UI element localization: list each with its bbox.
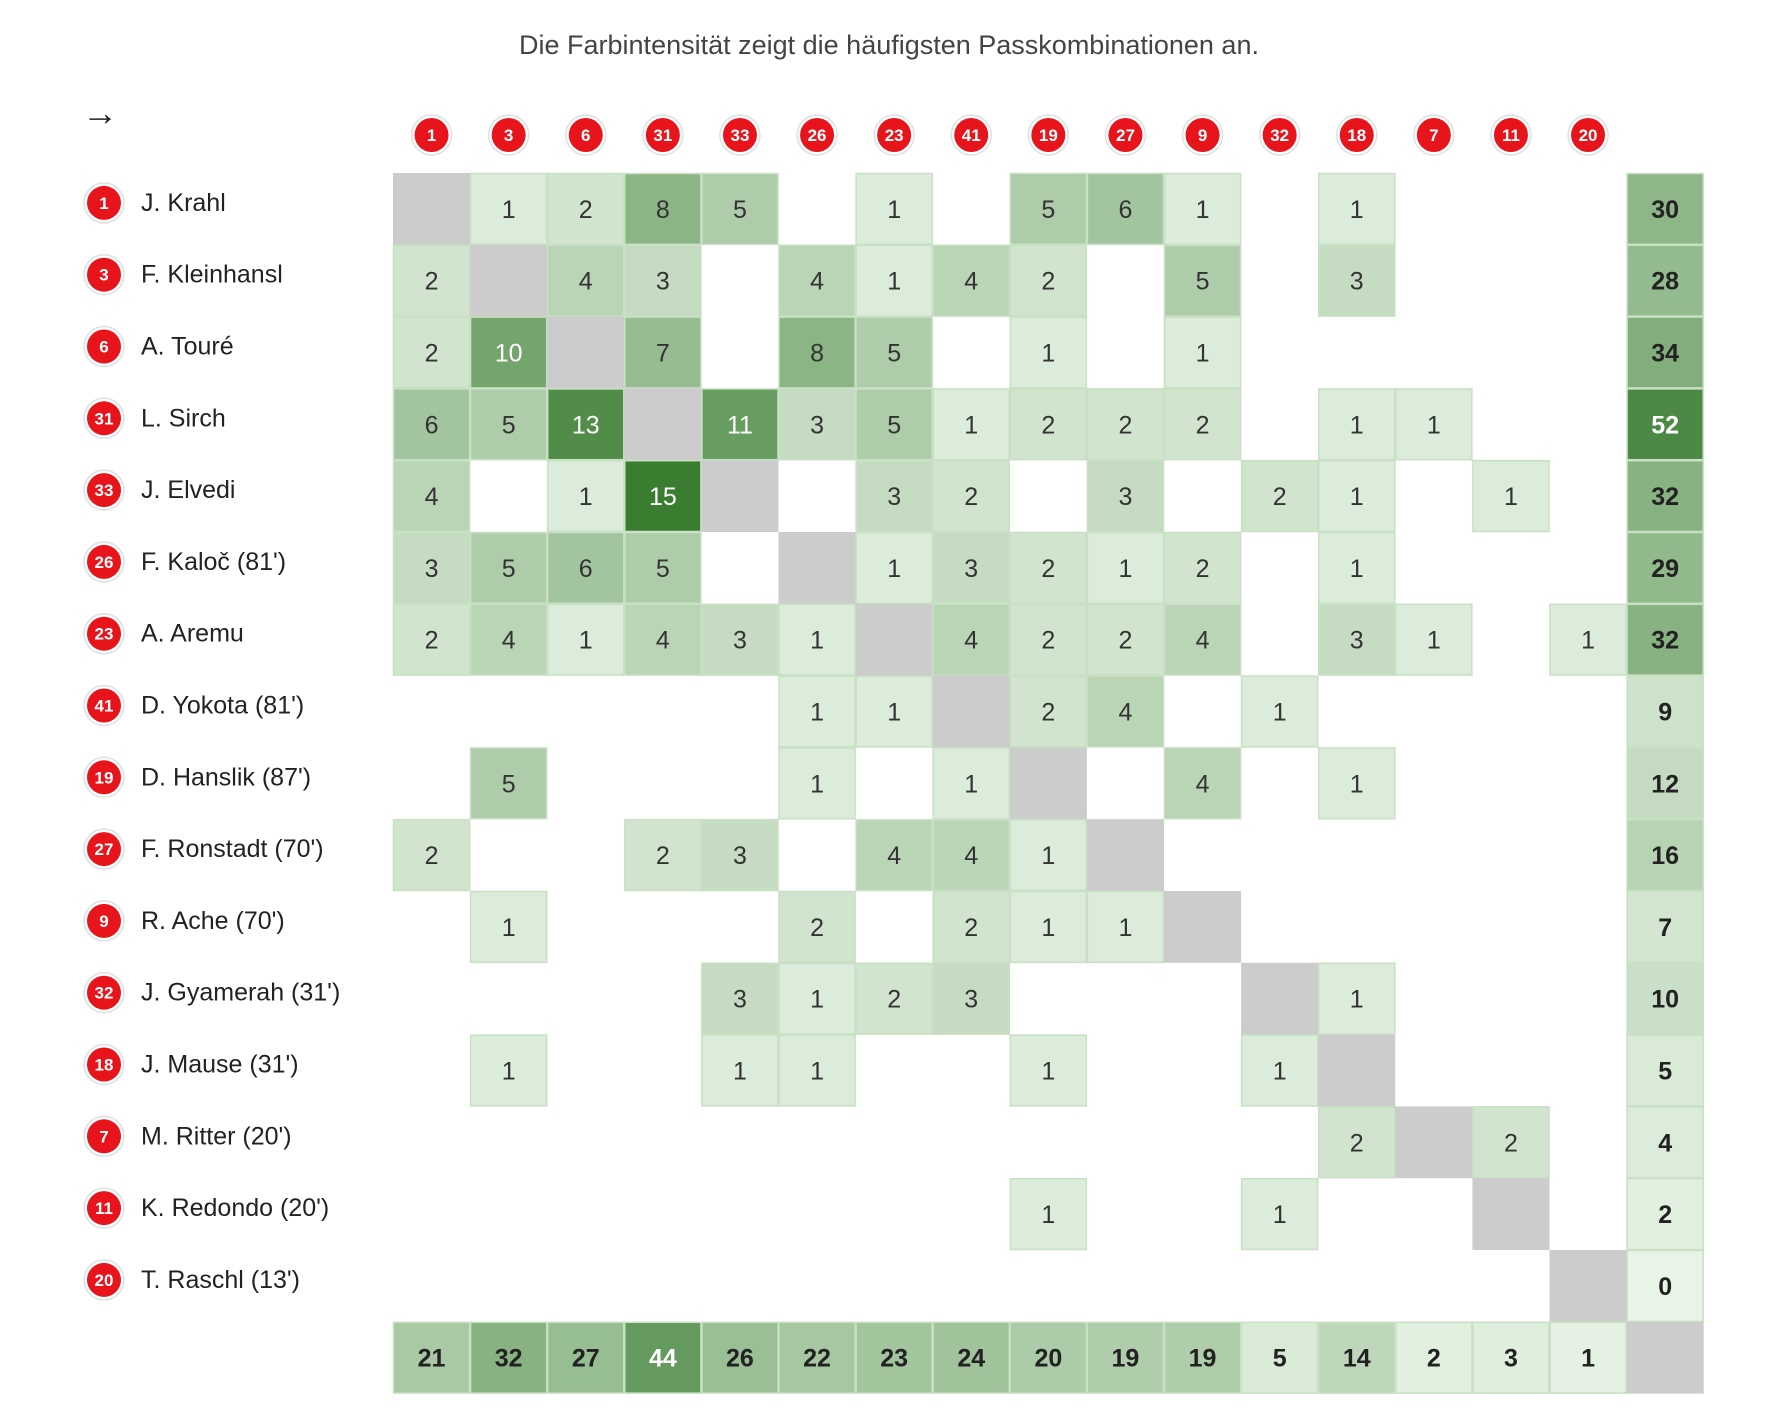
cell-value: 5	[887, 411, 902, 440]
cell-value: 1	[810, 770, 825, 799]
cell-value: 2	[578, 195, 593, 224]
row-badge-33-label: 33	[94, 481, 114, 501]
row-total-value: 10	[1651, 985, 1680, 1014]
row-total-value: 32	[1651, 483, 1680, 512]
cell-value: 2	[964, 483, 979, 512]
column-badge-20-label: 20	[1578, 126, 1598, 145]
cell-value: 4	[964, 267, 979, 296]
row-player-name: J. Elvedi	[141, 476, 236, 505]
cell-value: 1	[810, 698, 825, 727]
diagonal-cell	[547, 317, 624, 389]
column-badge-7-label: 7	[1429, 126, 1439, 145]
cell-value: 1	[1272, 698, 1287, 727]
column-badge-33-label: 33	[730, 126, 750, 145]
cell-value: 2	[1195, 411, 1210, 440]
row-total-value: 4	[1658, 1129, 1673, 1158]
row-badge-18-label: 18	[94, 1055, 114, 1075]
cell-value: 1	[964, 411, 979, 440]
row-total-value: 7	[1658, 913, 1673, 942]
cell-value: 2	[1195, 554, 1210, 583]
row-total-value: 0	[1658, 1272, 1673, 1301]
cell-value: 1	[1349, 411, 1364, 440]
cell-value: 3	[732, 985, 747, 1014]
column-total-value: 32	[494, 1344, 523, 1373]
column-total-value: 27	[571, 1344, 600, 1373]
diagonal-cell	[1241, 963, 1318, 1035]
cell-value: 8	[655, 195, 670, 224]
cell-value: 5	[655, 554, 670, 583]
cell-value: 1	[1041, 1201, 1056, 1230]
row-badge-11-label: 11	[95, 1199, 113, 1219]
cell-value: 1	[1118, 554, 1133, 583]
row-total-value: 52	[1651, 411, 1680, 440]
cell-value: 3	[964, 554, 979, 583]
cell-value: 1	[1349, 770, 1364, 799]
diagonal-cell	[1472, 1178, 1549, 1250]
cell-value: 2	[1041, 554, 1056, 583]
row-player-name: F. Kleinhansl	[141, 260, 283, 289]
cell-value: 1	[1426, 626, 1441, 655]
cell-value: 7	[655, 339, 670, 368]
cell-value: 2	[424, 842, 439, 871]
cell-value: 1	[578, 483, 593, 512]
chart-subtitle: Die Farbintensität zeigt die häufigsten Passkombinationen an.	[519, 30, 1259, 60]
cell-value: 6	[424, 411, 439, 440]
row-badge-27-label: 27	[94, 840, 114, 860]
diagonal-cell	[701, 460, 778, 532]
cell-value: 4	[810, 267, 825, 296]
cell-value: 5	[501, 770, 516, 799]
diagonal-cell	[1395, 1106, 1472, 1178]
row-player-name: J. Gyamerah (31')	[141, 978, 341, 1007]
column-badge-18-label: 18	[1347, 126, 1367, 145]
column-total-value: 5	[1272, 1344, 1287, 1373]
cell-value: 2	[424, 626, 439, 655]
column-badge-23-label: 23	[884, 126, 904, 145]
row-badge-41-label: 41	[94, 696, 114, 716]
column-badge-1-label: 1	[426, 126, 437, 145]
cell-value: 4	[887, 842, 902, 871]
cell-value: 4	[578, 267, 593, 296]
cell-value: 1	[1349, 554, 1364, 583]
column-total-value: 22	[803, 1344, 831, 1373]
column-badge-19-label: 19	[1038, 126, 1058, 145]
cell-value: 1	[1426, 411, 1441, 440]
cell-value: 2	[810, 913, 825, 942]
diagonal-cell	[779, 532, 856, 604]
cell-value: 4	[964, 626, 979, 655]
cell-value: 1	[1041, 913, 1056, 942]
cell-value: 1	[887, 698, 902, 727]
diagonal-cell	[1087, 819, 1164, 891]
diagonal-cell	[470, 245, 547, 317]
column-badge-6-label: 6	[581, 126, 591, 145]
cell-value: 1	[1272, 1201, 1287, 1230]
row-player-name: J. Mause (31')	[141, 1050, 299, 1079]
row-total-value: 28	[1651, 267, 1680, 296]
cell-value: 2	[1503, 1129, 1518, 1158]
row-badge-20-label: 20	[94, 1270, 114, 1290]
row-player-name: K. Redondo (20')	[141, 1194, 330, 1223]
column-badge-26-label: 26	[807, 126, 827, 145]
cell-value: 8	[810, 339, 825, 368]
cell-value: 2	[887, 985, 902, 1014]
cell-value: 10	[494, 339, 523, 368]
diagonal-cell	[393, 173, 470, 245]
column-badge-3-label: 3	[503, 126, 514, 145]
row-badge-32-label: 32	[94, 983, 114, 1003]
cell-value: 5	[732, 195, 747, 224]
row-badge-1-label: 1	[99, 193, 109, 213]
cell-value: 1	[501, 195, 516, 224]
cell-value: 3	[964, 985, 979, 1014]
column-total-value: 20	[1034, 1344, 1063, 1373]
cell-value: 2	[1272, 483, 1287, 512]
column-badge-9-label: 9	[1197, 126, 1208, 145]
column-badge-31-label: 31	[653, 126, 673, 145]
cell-value: 2	[655, 842, 670, 871]
cell-value: 2	[1041, 698, 1056, 727]
cell-value: 13	[571, 411, 600, 440]
cell-value: 3	[424, 554, 439, 583]
cell-value: 1	[1349, 195, 1364, 224]
cell-value: 3	[1349, 267, 1364, 296]
row-badge-7-label: 7	[99, 1127, 109, 1147]
cell-value: 15	[648, 483, 677, 512]
column-badge-41-label: 41	[961, 126, 981, 145]
cell-value: 1	[1195, 195, 1210, 224]
cell-value: 4	[964, 842, 979, 871]
cell-value: 1	[1041, 842, 1056, 871]
row-player-name: L. Sirch	[141, 404, 226, 433]
cell-value: 5	[887, 339, 902, 368]
cell-value: 4	[1118, 698, 1133, 727]
row-total-value: 5	[1658, 1057, 1673, 1086]
row-total-value: 32	[1651, 626, 1680, 655]
row-player-name: D. Hanslik (87')	[141, 763, 312, 792]
diagonal-cell	[933, 676, 1010, 748]
cell-value: 1	[887, 267, 902, 296]
diagonal-cell	[1164, 891, 1241, 963]
cell-value: 2	[1349, 1129, 1364, 1158]
cell-value: 1	[501, 1057, 516, 1086]
cell-value: 1	[1041, 1057, 1056, 1086]
cell-value: 3	[732, 842, 747, 871]
row-badge-31-label: 31	[94, 409, 114, 429]
cell-value: 3	[887, 483, 902, 512]
cell-value: 1	[1581, 626, 1596, 655]
diagonal-cell	[624, 388, 701, 460]
column-badge-11-label: 11	[1501, 126, 1520, 145]
row-player-name: R. Ache (70')	[141, 906, 285, 935]
row-player-name: M. Ritter (20')	[141, 1122, 292, 1151]
row-badge-23-label: 23	[94, 624, 114, 644]
cell-value: 2	[424, 267, 439, 296]
column-total-value: 14	[1342, 1344, 1371, 1373]
cell-value: 2	[1041, 411, 1056, 440]
row-total-value: 34	[1651, 339, 1680, 368]
row-total-value: 16	[1651, 842, 1680, 871]
cell-value: 1	[1349, 985, 1364, 1014]
row-player-name: D. Yokota (81')	[141, 691, 305, 720]
column-total-value: 2	[1426, 1344, 1441, 1373]
cell-value: 5	[501, 411, 516, 440]
corner-cell	[1627, 1322, 1704, 1394]
cell-value: 1	[1195, 339, 1210, 368]
cell-value: 3	[732, 626, 747, 655]
column-total-value: 19	[1188, 1344, 1217, 1373]
diagonal-cell	[1550, 1250, 1627, 1322]
cell-value: 2	[1041, 267, 1056, 296]
cell-value: 6	[578, 554, 593, 583]
row-player-name: F. Ronstadt (70')	[141, 835, 324, 864]
cell-value: 1	[501, 913, 516, 942]
diagonal-cell	[1318, 1035, 1395, 1107]
row-total-value: 9	[1658, 698, 1673, 727]
cell-value: 4	[655, 626, 670, 655]
row-total-value: 12	[1651, 770, 1680, 799]
cell-value: 4	[1195, 770, 1210, 799]
row-badge-26-label: 26	[94, 552, 114, 572]
column-total-value: 1	[1581, 1344, 1596, 1373]
column-badge-27-label: 27	[1115, 126, 1135, 145]
cell-value: 1	[887, 554, 902, 583]
cell-value: 3	[1349, 626, 1364, 655]
row-player-name: F. Kaloč (81')	[141, 547, 287, 576]
column-total-value: 24	[957, 1344, 986, 1373]
cell-value: 2	[1041, 626, 1056, 655]
column-total-value: 44	[648, 1344, 677, 1373]
diagonal-cell	[1010, 747, 1087, 819]
cell-value: 1	[1503, 483, 1518, 512]
column-total-value: 23	[880, 1344, 909, 1373]
direction-arrow-icon: →	[82, 92, 118, 133]
row-player-name: A. Touré	[141, 332, 234, 361]
row-player-name: T. Raschl (13')	[141, 1265, 300, 1294]
cell-value: 5	[1041, 195, 1056, 224]
cell-value: 1	[887, 195, 902, 224]
cell-value: 1	[578, 626, 593, 655]
cell-value: 1	[732, 1057, 747, 1086]
cell-value: 3	[1118, 483, 1133, 512]
row-badge-9-label: 9	[99, 911, 109, 931]
cell-value: 4	[1195, 626, 1210, 655]
cell-value: 4	[501, 626, 516, 655]
cell-value: 11	[726, 411, 753, 440]
cell-value: 2	[1118, 626, 1133, 655]
cell-value: 3	[655, 267, 670, 296]
row-badge-19-label: 19	[94, 768, 114, 788]
cell-value: 5	[1195, 267, 1210, 296]
column-total-value: 26	[726, 1344, 754, 1373]
cell-value: 1	[810, 626, 825, 655]
row-total-value: 29	[1651, 554, 1680, 583]
row-total-value: 30	[1651, 195, 1680, 224]
row-player-name: J. Krahl	[141, 188, 226, 217]
cell-value: 6	[1118, 195, 1133, 224]
column-total-value: 19	[1111, 1344, 1140, 1373]
cell-value: 1	[964, 770, 979, 799]
cell-value: 1	[1041, 339, 1056, 368]
cell-value: 2	[424, 339, 439, 368]
diagonal-cell	[856, 604, 933, 676]
cell-value: 1	[1272, 1057, 1287, 1086]
row-player-name: A. Aremu	[141, 619, 244, 648]
cell-value: 2	[964, 913, 979, 942]
cell-value: 1	[1349, 483, 1364, 512]
column-total-value: 21	[417, 1344, 446, 1373]
column-badge-32-label: 32	[1270, 126, 1290, 145]
cell-value: 4	[424, 483, 439, 512]
cell-value: 2	[1118, 411, 1133, 440]
cell-value: 1	[1118, 913, 1133, 942]
cell-value: 1	[810, 1057, 825, 1086]
cell-value: 3	[810, 411, 825, 440]
row-badge-6-label: 6	[99, 337, 109, 357]
row-total-value: 2	[1658, 1201, 1673, 1230]
column-total-value: 3	[1503, 1344, 1518, 1373]
cell-value: 5	[501, 554, 516, 583]
row-badge-3-label: 3	[99, 265, 109, 285]
cell-value: 1	[810, 985, 825, 1014]
